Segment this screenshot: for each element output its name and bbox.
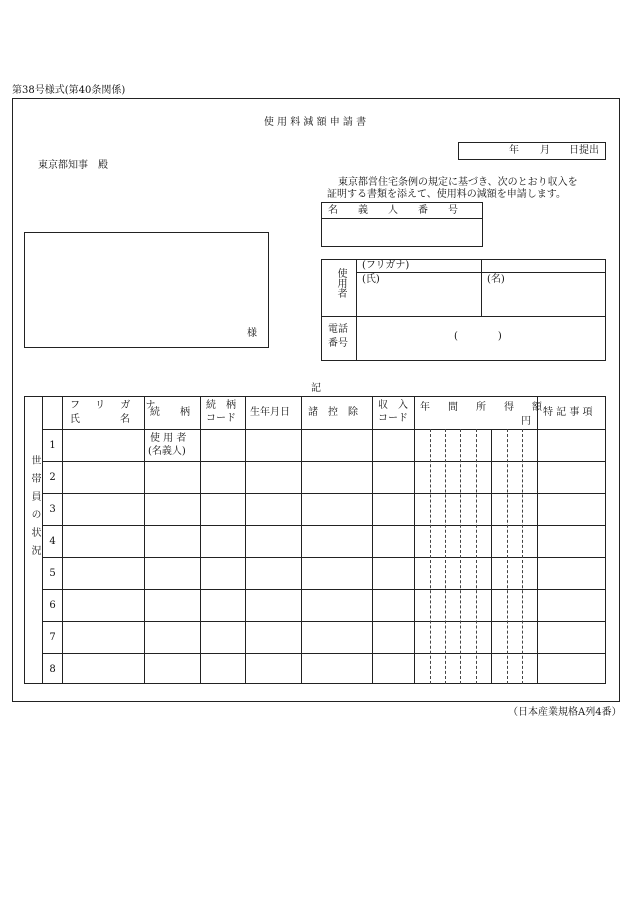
row-number: 2 [49,472,56,483]
header-birthdate: 生年月日 [250,407,290,418]
header-annual-income: 年 間 所 得 額 [420,402,546,413]
date-year: 年 [509,145,519,156]
user-label: 使用者 [335,268,346,298]
address-field[interactable] [24,232,269,348]
footer-standard: （日本産業規格A列4番） [508,707,622,718]
header-name: 氏 名 [70,414,130,425]
header-income-code-2: コード [378,413,408,424]
date-day: 日提出 [569,145,599,156]
intro-line-1: 東京都営住宅条例の規定に基づき、次のとおり収入を [338,177,578,188]
header-furigana: フ リ ガ ナ [70,400,162,411]
addressee: 東京都知事 殿 [38,160,108,171]
row-number: 4 [49,536,56,547]
row-number: 1 [49,440,56,451]
form-title: 使 用 料 減 額 申 請 書 [263,117,367,128]
header-relation-code-1: 続 柄 [206,400,236,411]
household-table [24,396,606,684]
header-relation-code-2: コード [206,413,236,424]
given-name-label: (名) [487,274,505,285]
phone-label-1: 電話 [328,324,348,335]
surname-label: (氏) [362,274,380,285]
header-relation: 続 柄 [150,407,190,418]
header-yen: 円 [521,416,531,427]
header-income-code-1: 収 入 [378,400,408,411]
row-number: 6 [49,600,56,611]
row-number: 5 [49,568,56,579]
form-number: 第38号様式(第40条関係) [12,85,126,96]
address-honorific: 様 [247,328,257,339]
nominee-number-label: 名 義 人 番 号 [328,205,458,216]
date-month: 月 [540,145,550,156]
row-number: 3 [49,504,56,515]
row1-relation-1: 使 用 者 [150,433,187,444]
header-deductions: 諸 控 除 [308,407,358,418]
furigana-label: (フリガナ) [362,260,410,271]
phone-label-2: 番号 [328,338,348,349]
row-number: 7 [49,632,56,643]
header-remarks: 特 記 事 項 [543,407,593,418]
ki-label: 記 [311,383,321,394]
intro-line-2: 証明する書類を添えて、使用料の減額を申請します。 [327,189,566,200]
row1-relation-2: (名義人) [148,446,186,457]
row-number: 8 [49,664,56,675]
household-side-label: 世帯員の状況 [29,455,40,563]
phone-parens: ( ) [454,331,502,342]
